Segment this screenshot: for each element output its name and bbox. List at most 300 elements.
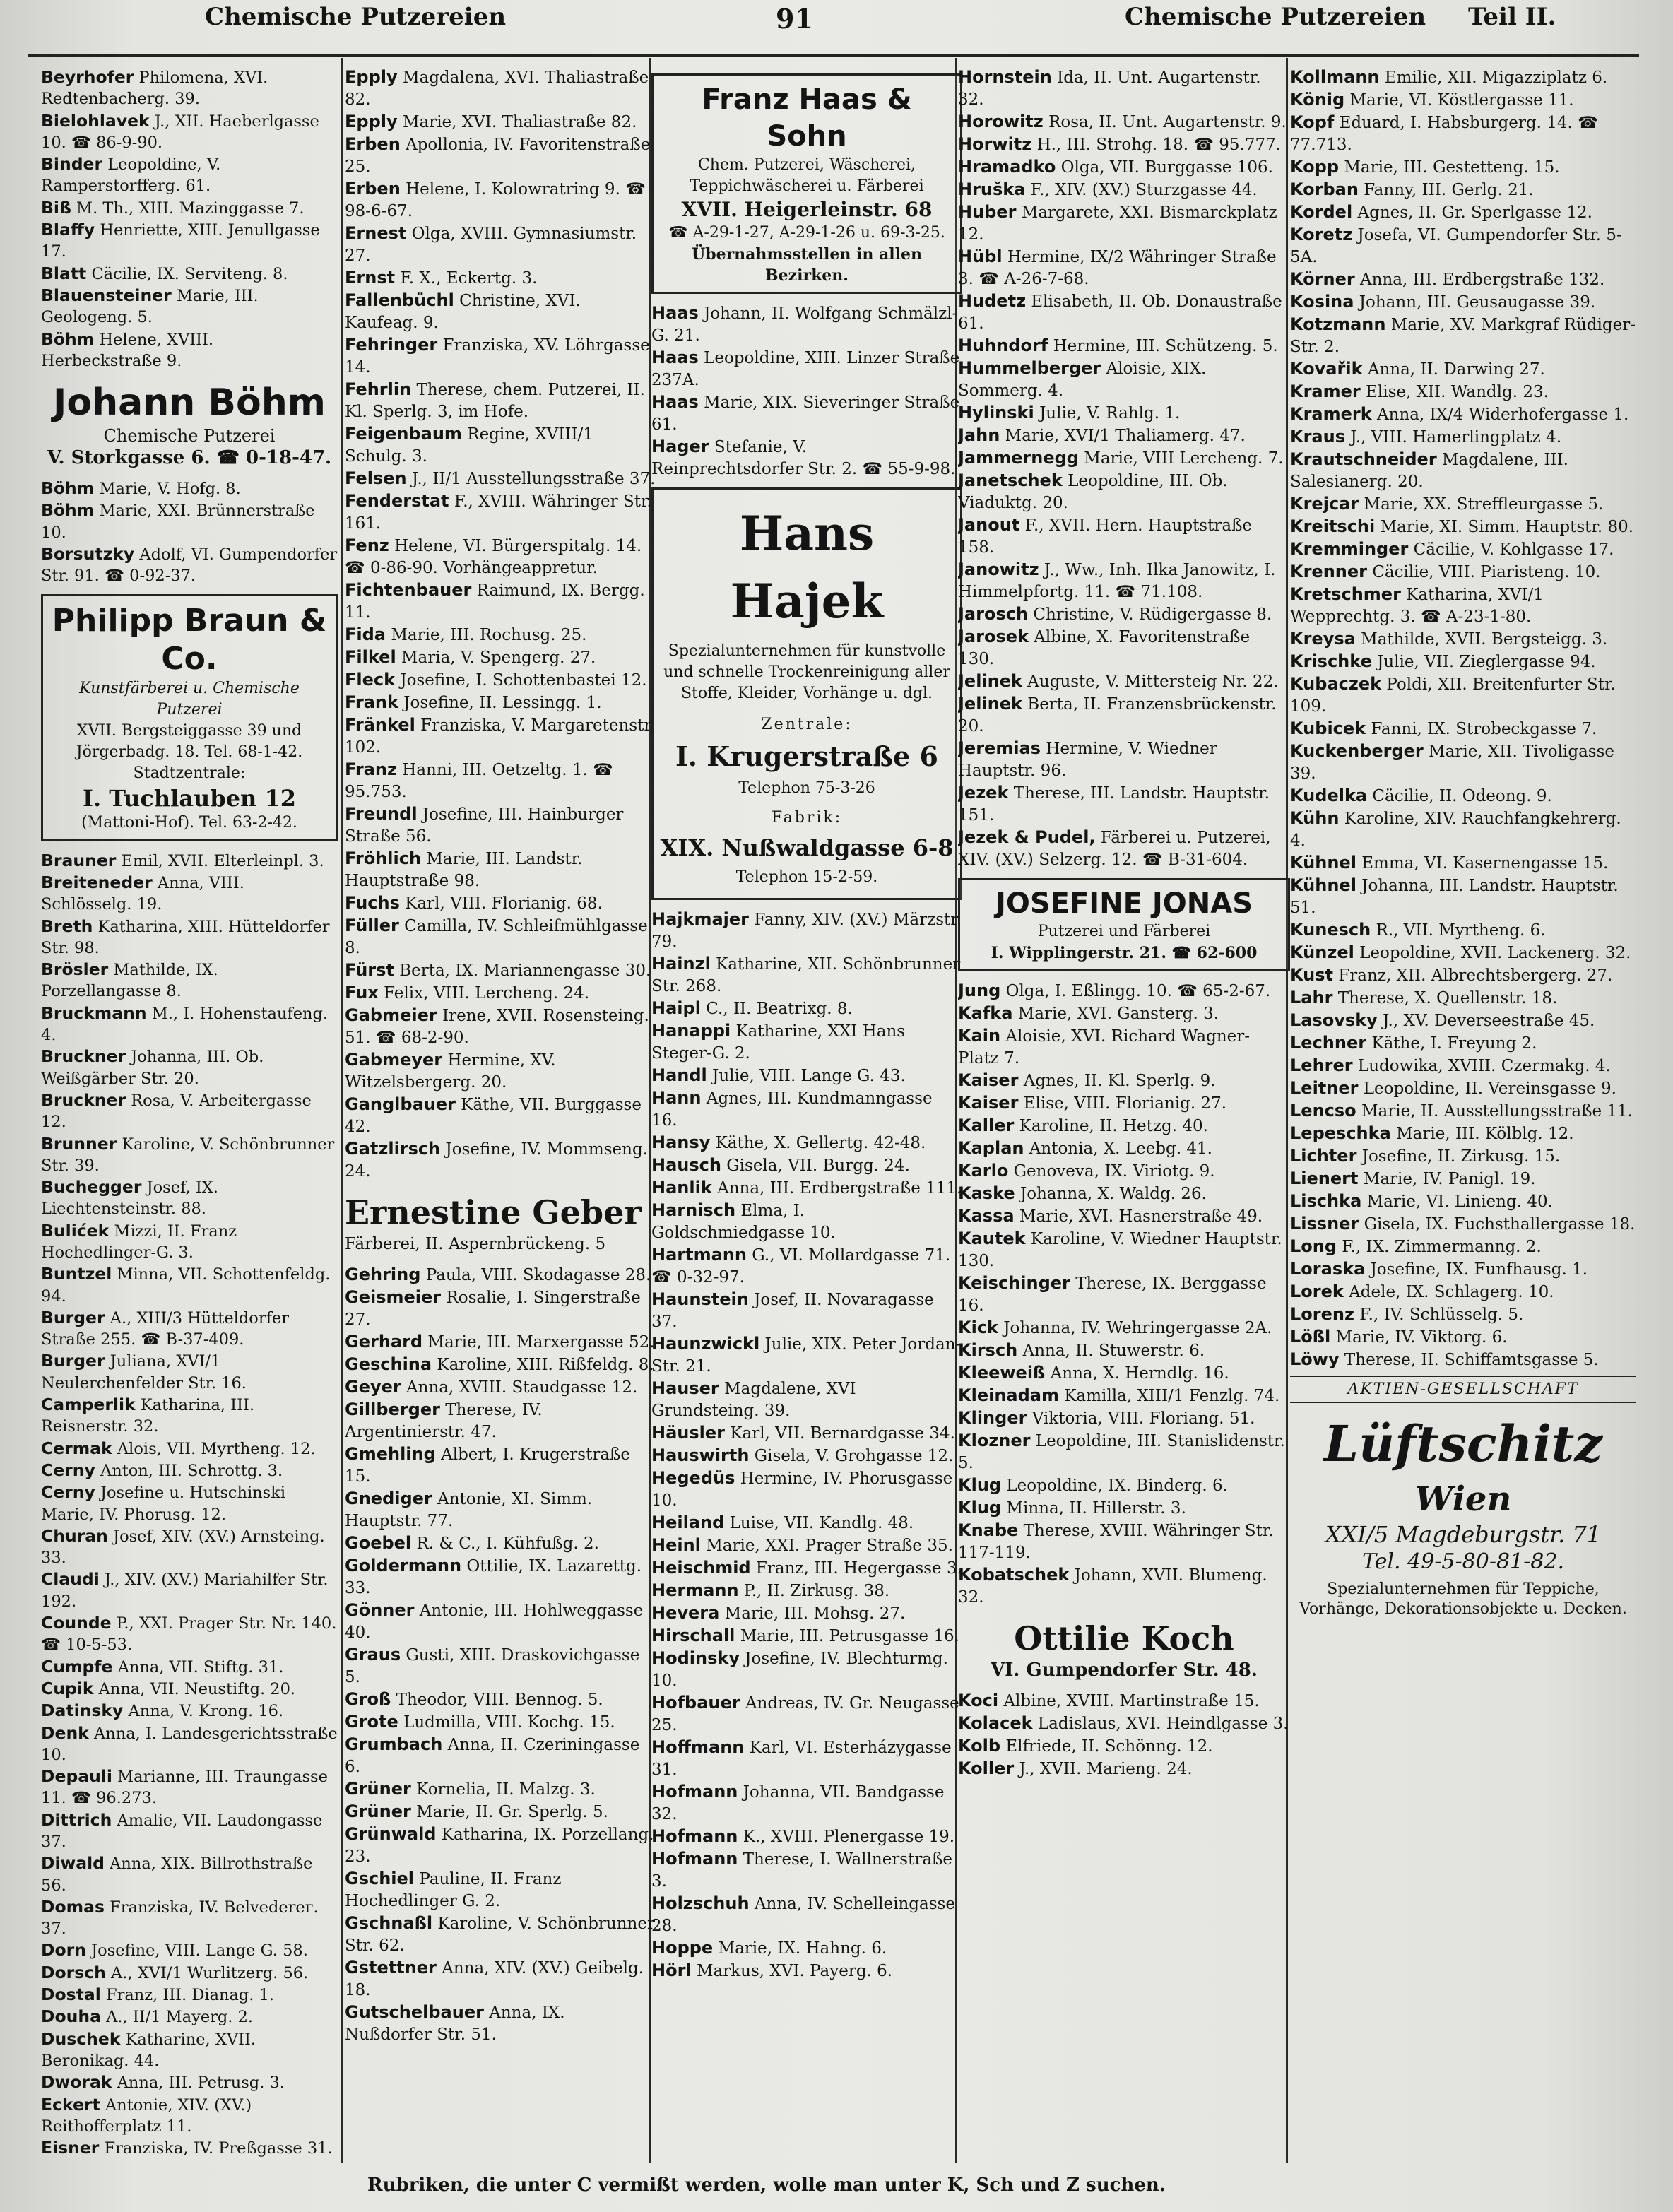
entry-details: Agnes, II. Kl. Sperlg. 9. [1023,1072,1216,1090]
entry-details: Poldi, XII. Breitenfurter Str. 109. [1290,675,1616,716]
entry-name: Goebel [345,1533,412,1553]
directory-entry [1290,561,1636,584]
directory-entry [41,110,338,154]
entry-name: Horwitz [958,134,1032,154]
entry-details: Ludmilla, VIII. Kochg. 15. [403,1713,615,1732]
directory-entry [651,1422,962,1445]
entry-details: Therese, chem. Putzerei, II. Kl. Sperlg. 3, im Hofe. [345,381,645,421]
entry-details: Marie, VI. Linieng. 40. [1366,1193,1553,1211]
entry-details: Katharina, XVI/1 Wepprechtg. 3. ☎ A-23-1-80. [1290,586,1544,626]
directory-entry [41,1656,338,1678]
ad-city: Wien [1414,1479,1512,1519]
entry-details: Cäcilie, VIII. Piaristeng. 10. [1372,563,1601,581]
entry-name: Fehrlin [345,379,412,399]
directory-entry [651,1625,962,1648]
directory-entry [41,66,338,110]
entry-name: Denk [41,1722,89,1743]
entry-name: Gönner [345,1600,415,1620]
ad-title: Hans Hajek [730,506,884,629]
entry-name: Hörl [651,1960,692,1980]
entry-details: Emma, VI. Kasernengasse 15. [1361,854,1609,873]
entry-details: Anna, II. Darwing 27. [1367,360,1545,379]
entry-name: Dostal [41,1985,101,2005]
entry-name: Gehring [345,1265,421,1284]
ad-line: Chemische Putzerei [103,426,276,446]
entry-details: F., XIV. (XV.) Sturzgasse 44. [1030,181,1258,199]
directory-entry [1290,201,1636,224]
entry-details: Marie, XVI. Gansterg. 3. [1017,1005,1219,1023]
directory-entry [345,1912,656,1957]
entry-name: Cerny [41,1482,95,1503]
entry-name: Kleeweiß [958,1363,1046,1383]
entry-details: Leopoldine, IX. Binderg. 6. [1006,1477,1228,1495]
directory-entry [958,111,1290,134]
entry-details: J., XVII. Marieng. 24. [1019,1760,1193,1778]
entry-name: Erben [345,134,401,154]
entry-details: Julie, V. Rahlg. 1. [1039,404,1181,422]
entry-details: Elisabeth, II. Ob. Donaustraße 61. [958,292,1282,333]
directory-entry [41,1852,338,1896]
entry-details: Josefine, II. Lessingg. 1. [403,694,602,712]
ad-title: Ottilie Koch [1014,1619,1234,1657]
entry-name: Beyrhofer [41,67,134,87]
directory-entry [958,980,1290,1003]
ad-address: XXI/5 Magdeburgstr. 71 [1325,1521,1602,1548]
entry-name: Bulićek [41,1220,110,1241]
directory-entry [1290,964,1636,987]
ad-title: Franz Haas & Sohn [702,83,912,153]
ad-title: JOSEFINE JONAS [995,887,1253,920]
entry-details: Therese, XVIII. Währinger Str. 117-119. [958,1522,1274,1562]
entry-details: F., XVII. Hern. Hauptstraße 158. [958,516,1253,557]
directory-entry [958,246,1290,290]
entry-details: Felix, VIII. Lercheng. 24. [384,984,590,1003]
directory-entry [1290,1326,1636,1349]
directory-entry [345,267,656,290]
entry-details: Hermine, IX/2 Währinger Straße 3. ☎ A-26-7-68. [958,248,1277,288]
entry-name: Brösler [41,959,109,980]
directory-entry [41,1766,338,1809]
entry-name: Kaplan [958,1138,1024,1158]
entry-details: Josef, IX. Liechtensteinstr. 88. [41,1178,218,1219]
entry-name: Bruckner [41,1089,126,1110]
entry-name: Jammernegg [958,448,1079,468]
directory-entry [41,1394,338,1438]
directory-entry [1290,942,1636,964]
directory-entry [1290,1145,1636,1168]
directory-entry [41,1046,338,1089]
directory-entry [41,1307,338,1351]
entry-details: Alois, VII. Myrtheng. 12. [117,1439,316,1458]
entry-name: Freundl [345,804,418,824]
entry-name: Burger [41,1351,105,1371]
entry-name: Kautek [958,1229,1026,1248]
entry-name: Gutschelbauer [345,2002,484,2022]
entry-list [41,66,338,372]
entry-details: Cäcilie, II. Odeong. 9. [1372,787,1552,805]
entry-details: C., II. Beatrixg. 8. [706,1000,853,1018]
entry-name: Fröhlich [345,848,422,868]
entry-name: Fuchs [345,893,400,913]
ad-johann-boehm [41,380,338,469]
entry-name: Kaller [958,1116,1015,1135]
entry-name: Füller [345,916,399,935]
directory-entry [41,263,338,285]
entry-name: Groß [345,1689,391,1709]
entry-name: Hanlik [651,1178,712,1197]
entry-name: Domas [41,1896,105,1917]
entry-list [651,302,962,480]
entry-name: Camperlik [41,1395,136,1415]
column-5 [1290,66,1636,1619]
directory-entry [651,1602,962,1625]
entry-name: Haunstein [651,1289,749,1309]
directory-entry [958,738,1290,782]
entry-details: Karoline, II. Hetzg. 40. [1019,1117,1208,1135]
column-divider [341,58,343,2163]
entry-details: Emil, XVII. Elterleinpl. 3. [121,851,324,870]
entry-name: Jeremias [958,738,1041,758]
entry-details: Kornelia, II. Malzg. 3. [416,1780,596,1799]
entry-details: Andreas, IV. Gr. Neugasse 25. [651,1694,959,1734]
entry-list [345,66,656,1183]
directory-entry [1290,493,1636,516]
entry-list [41,850,338,2160]
entry-details: Therese, X. Quellenstr. 18. [1337,989,1558,1007]
entry-name: Datinsky [41,1701,124,1721]
entry-details: Marie, XXI. Brünnerstraße 10. [41,502,315,542]
entry-details: Leopoldine, III. Stanislidenstr. 5. [958,1432,1285,1472]
directory-entry [651,1737,962,1781]
entry-details: Josefine, IX. Funfhausg. 1. [1370,1260,1588,1279]
entry-details: Karoline, V. Schönbrunner Str. 62. [345,1915,655,1955]
directory-entry [958,1137,1290,1160]
entry-details: Marie, IX. Hahng. 6. [718,1939,887,1958]
entry-name: Grünwald [345,1824,437,1844]
directory-entry [958,1735,1290,1758]
entry-details: Cäcilie, V. Kohlgasse 17. [1413,540,1614,559]
entry-details: Cäcilie, IX. Serviteng. 8. [91,264,288,283]
entry-details: Karoline, V. Schönbrunner Str. 39. [41,1135,335,1175]
directory-entry [651,909,962,953]
entry-details: Marie, XX. Streffleurgasse 5. [1364,495,1604,514]
directory-entry [41,1984,338,2006]
entry-name: Häusler [651,1423,725,1443]
directory-entry [651,302,962,347]
entry-name: Diwald [41,1853,105,1874]
entry-details: Therese, IX. Berggasse 16. [958,1274,1267,1315]
directory-entry [41,499,338,543]
directory-entry [345,803,656,848]
entry-name: Lechner [1290,1033,1367,1053]
entry-details: Albine, XVIII. Martinstraße 15. [1003,1692,1260,1710]
directory-entry [651,1378,962,1422]
directory-entry [1290,1100,1636,1123]
entry-details: Albert, I. Krugerstraße 15. [345,1445,631,1486]
entry-name: Huhndorf [958,336,1048,355]
entry-name: Kollmann [1290,67,1380,87]
directory-entry [651,1534,962,1557]
header-rule [28,54,1639,57]
entry-name: Buchegger [41,1177,142,1197]
entry-details: Berta, II. Franzensbrückenstr. 20. [958,695,1277,735]
entry-details: Eduard, I. Habsburgerg. 14. ☎ 77.713. [1290,114,1598,154]
entry-name: Kühn [1290,808,1340,828]
directory-entry [1290,673,1636,718]
entry-details: Marie, II. Ausstellungsstraße 11. [1361,1102,1633,1120]
directory-entry [41,1722,338,1766]
entry-name: Janetschek [958,471,1063,490]
entry-name: Cermak [41,1438,112,1458]
directory-entry [41,1481,338,1525]
entry-name: Gabmeyer [345,1050,443,1070]
entry-details: H., III. Strohg. 18. ☎ 95.777. [1036,136,1282,154]
entry-name: Hofmann [651,1782,738,1802]
entry-name: Fürst [345,960,394,980]
entry-name: Filkel [345,647,396,667]
directory-entry [345,1688,656,1711]
directory-entry [1290,987,1636,1010]
directory-entry [651,436,962,480]
entry-details: Julie, VII. Zieglergasse 94. [1377,653,1596,671]
entry-details: Stefanie, V. Reinprechtsdorfer Str. 2. ☎ 55-9-98. [651,438,956,478]
entry-details: Marie, III. Kölblg. 12. [1396,1125,1574,1143]
entry-details: Hermine, XV. Witzelsbergerg. 20. [345,1051,556,1092]
directory-entry [958,290,1290,335]
directory-entry [41,2071,338,2093]
ad-philipp-braun [41,594,338,841]
directory-entry [958,1272,1290,1317]
entry-details: Juliana, XVI/1 Neulerchenfelder Str. 16. [41,1352,247,1392]
directory-entry [958,1690,1290,1713]
directory-entry [1290,1123,1636,1145]
entry-name: Harnisch [651,1200,736,1220]
entry-name: Krejcar [1290,494,1359,514]
entry-name: Kubaczek [1290,674,1382,694]
ad-line: Kunstfärberei u. Chemische Putzerei [79,679,300,718]
ad-telephone: Tel. 49-5-80-81-82. [1362,1549,1564,1574]
entry-name: Hornstein [958,67,1052,87]
directory-entry [958,693,1290,738]
directory-entry [958,1520,1290,1564]
entry-details: Luise, VII. Kandlg. 48. [729,1514,914,1532]
entry-name: Dittrich [41,1809,112,1830]
entry-details: Theodor, VIII. Bennog. 5. [396,1691,603,1709]
entry-name: Hoppe [651,1938,714,1958]
entry-name: Keischinger [958,1273,1070,1293]
entry-name: Lepeschka [1290,1123,1391,1143]
entry-name: Jezek & Pudel, [958,827,1096,847]
directory-entry [651,347,962,391]
ad-line: I. Wipplingerstr. 21. ☎ 62-600 [991,944,1258,962]
directory-entry [651,1333,962,1378]
directory-entry [958,134,1290,156]
entry-name: Erben [345,179,401,199]
directory-entry [958,1070,1290,1092]
entry-details: Fanny, III. Gerlg. 21. [1364,181,1534,199]
ad-line: VI. Gumpendorfer Str. 48. [991,1660,1258,1681]
entry-details: Karl, VII. Bernardgasse 34. [730,1424,955,1443]
ad-ottilie-koch [958,1617,1290,1681]
entry-name: Graus [345,1645,401,1664]
entry-details: Rosalie, I. Singerstraße 27. [345,1289,641,1329]
directory-entry [345,535,656,579]
entry-details: Christine, XVI. Kaufeag. 9. [345,292,581,332]
entry-name: Fux [345,983,379,1003]
ad-line: Übernahmsstellen in allen Bezirken. [692,245,922,285]
ad-line: Telephon 15-2-59. [735,868,878,886]
directory-entry [958,514,1290,559]
directory-entry [958,1025,1290,1070]
directory-entry [958,179,1290,201]
entry-details: Therese, III. Landstr. Hauptstr. 151. [958,784,1270,824]
entry-details: Karl, VI. Esterházygasse 31. [651,1739,952,1779]
entry-details: Genoveva, IX. Viriotg. 9. [1013,1162,1215,1181]
directory-entry [345,134,656,178]
directory-entry [958,782,1290,827]
entry-details: Anna, IX/4 Widerhofergasse 1. [1377,406,1629,424]
footer-note: Rubriken, die unter C vermißt werden, wolle man unter K, Sch und Z suchen. [367,2175,1166,2196]
entry-details: Karoline, XIII. Rißfeldg. 8. [437,1356,654,1374]
entry-details: Julie, VIII. Lange G. 43. [712,1067,906,1085]
directory-entry [651,1020,962,1065]
entry-details: Elise, XII. Wandlg. 23. [1366,383,1549,401]
directory-entry [41,1612,338,1656]
directory-entry [1290,314,1636,358]
entry-details: A., XVI/1 Wurlitzerg. 56. [111,1963,309,1982]
entry-details: Camilla, IV. Schleifmühlgasse 8. [345,917,648,957]
entry-name: Hegedüs [651,1468,735,1488]
entry-name: Kobatschek [958,1565,1070,1585]
directory-entry [345,1778,656,1801]
directory-entry [958,1205,1290,1228]
entry-details: Adolf, VI. Gumpendorfer Str. 91. ☎ 0-92-37. [41,545,338,586]
entry-name: Lencso [1290,1101,1356,1120]
entry-name: Fleck [345,670,396,690]
directory-entry [651,998,962,1020]
entry-details: Josefine u. Hutschinski Marie, IV. Phorusg. 12. [41,1484,286,1524]
entry-name: Hofmann [651,1826,738,1846]
entry-details: Karl, VIII. Florianig. 68. [405,894,603,913]
entry-name: Kühnel [1290,853,1356,873]
ad-hans-hajek [651,487,962,900]
entry-details: Josefine, II. Zirkusg. 15. [1361,1147,1561,1166]
ad-title: Johann Böhm [53,382,326,425]
entry-details: Anna, III. Erdbergstraße 111. [717,1179,962,1197]
entry-name: Karlo [958,1161,1009,1181]
entry-details: Karoline, V. Wiedner Hauptstr. 130. [958,1230,1282,1270]
entry-details: Ladislaus, XVI. Heindlgasse 3. [1037,1715,1289,1733]
entry-details: Johann, XVII. Blumeng. 32. [958,1566,1267,1607]
entry-name: Jelinek [958,694,1022,714]
entry-details: Maria, V. Spengerg. 27. [401,649,596,667]
directory-entry [958,1430,1290,1474]
entry-name: Krenner [1290,562,1367,581]
directory-entry [958,559,1290,603]
entry-details: Käthe, X. Gellertg. 42-48. [715,1134,926,1152]
entry-name: Eisner [41,2138,100,2158]
directory-entry [958,626,1290,670]
entry-list [958,980,1290,1609]
directory-entry [345,1532,656,1555]
entry-details: Käthe, I. Freyung 2. [1371,1034,1537,1053]
directory-entry [958,1339,1290,1362]
entry-details: Johanna, VII. Bandgasse 32. [651,1783,945,1823]
directory-entry [41,1176,338,1220]
directory-entry [1290,156,1636,179]
entry-details: Margarete, XXI. Bismarckplatz 12. [958,203,1277,244]
directory-entry [1290,516,1636,538]
entry-details: J., VIII. Hamerlingplatz 4. [1350,428,1562,446]
entry-details: Josefine, IV. Mommseng. 24. [345,1140,648,1181]
entry-details: Hermine, V. Wiedner Hauptstr. 96. [958,740,1217,780]
entry-details: Josefa, VI. Gumpendorfer Str. 5-5A. [1290,226,1622,266]
directory-entry [958,357,1290,402]
entry-details: Anna, X. Herndlg. 16. [1050,1364,1229,1383]
entry-name: Kaske [958,1183,1015,1203]
entry-name: Löwy [1290,1349,1340,1369]
entry-name: Fenz [345,536,389,555]
directory-entry [1290,179,1636,201]
entry-name: Borsutzky [41,544,135,564]
ad-line: Spezialunternehmen für kunstvolle und schnelle Trockenreinigung aller Stoffe, Kleider, Vorhänge u. dgl. [663,642,950,702]
directory-entry [41,959,338,1003]
entry-details: Johann, II. Wolfgang Schmälzl-G. 21. [651,304,958,345]
entry-name: Gschnaßl [345,1913,433,1933]
entry-details: Josefine, VIII. Lange G. 58. [91,1941,308,1960]
directory-entry [345,915,656,959]
entry-details: Regine, XVIII/1 Schulg. 3. [345,425,593,466]
directory-entry [958,1407,1290,1430]
entry-details: Marie, VIII Lercheng. 7. [1084,449,1284,468]
entry-name: Bruckner [41,1046,126,1067]
entry-name: Heischmid [651,1558,751,1578]
entry-details: F., IV. Schlüsselg. 5. [1359,1306,1524,1324]
directory-entry [345,379,656,423]
directory-entry [41,1220,338,1264]
entry-name: Kramerk [1290,404,1372,424]
entry-name: Lehrer [1290,1055,1353,1075]
directory-entry [651,1065,962,1087]
entry-details: Gusti, XIII. Draskovichgasse 5. [345,1646,640,1686]
entry-details: Philomena, XVI. Redtenbacherg. 39. [41,69,268,109]
entry-name: Lissner [1290,1214,1359,1234]
entry-details: Auguste, V. Mittersteig Nr. 22. [1027,673,1279,691]
entry-details: Elfriede, II. Schönng. 12. [1005,1737,1213,1756]
entry-name: Felsen [345,468,407,488]
entry-name: Kolacek [958,1713,1033,1733]
entry-details: Adele, IX. Schlagerg. 10. [1349,1283,1554,1301]
entry-name: Hudetz [958,291,1027,311]
directory-entry [345,646,656,669]
entry-name: Hummelberger [958,358,1101,378]
entry-name: Kopf [1290,112,1335,132]
directory-entry [41,1700,338,1722]
entry-details: Marie, III. Geologeng. 5. [41,286,259,327]
entry-name: Kust [1290,965,1334,985]
entry-name: Geyer [345,1377,401,1397]
entry-details: Anna, VII. Neustiftg. 20. [98,1679,296,1698]
entry-name: Leitner [1290,1078,1359,1098]
entry-name: Goldermann [345,1556,462,1575]
directory-entry [958,1183,1290,1205]
entry-name: Gabmeier [345,1005,437,1025]
directory-entry [651,1289,962,1333]
directory-entry [41,1438,338,1460]
entry-details: Leopoldine, XIII. Linzer Straße 237A. [651,349,960,389]
entry-details: Aloisie, XIX. Sommerg. 4. [958,360,1207,400]
entry-details: Helene, VI. Bürgerspitalg. 14. ☎ 0-86-90. Vorhängeappretur. [345,537,642,577]
